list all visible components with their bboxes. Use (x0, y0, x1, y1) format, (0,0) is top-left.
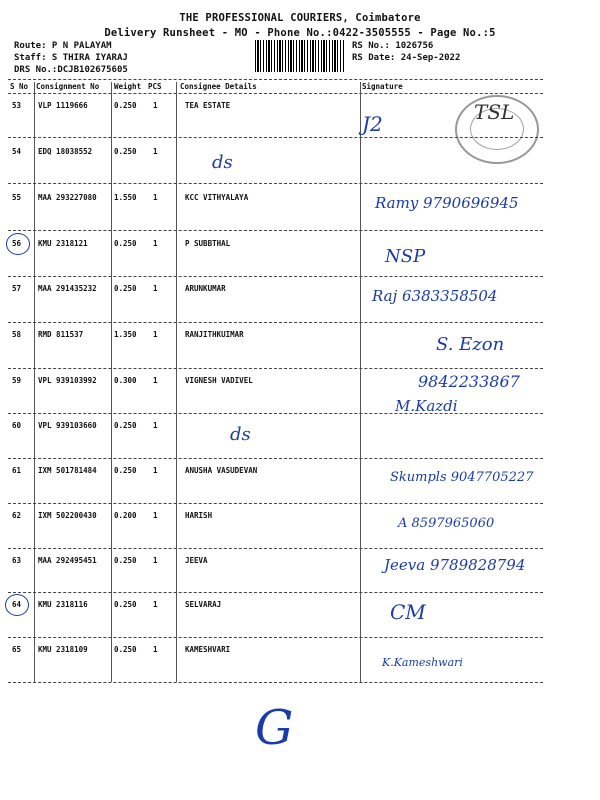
row-divider (8, 548, 543, 549)
row-consignee: ARUNKUMAR (185, 284, 226, 293)
row-divider (8, 458, 543, 459)
row-signature: J2 (362, 112, 383, 136)
row-pcs: 1 (153, 284, 158, 293)
row-divider (8, 682, 543, 683)
row-consignee: ANUSHA VASUDEVAN (185, 466, 258, 475)
row-weight: 0.250 (114, 645, 137, 654)
row-divider (8, 230, 543, 231)
row-consignee: RANJITHKUIMAR (185, 330, 244, 339)
col-weight: Weight (114, 82, 142, 91)
row-consignee: P SUBBTHAL (185, 239, 231, 248)
row-weight: 0.250 (114, 147, 137, 156)
col-signature: Signature (362, 82, 403, 91)
row-weight: 0.250 (114, 284, 137, 293)
ditto-mark: ds (212, 152, 233, 173)
row-consignee: HARISH (185, 511, 213, 520)
row-pcs: 1 (153, 239, 158, 248)
row-consignee: SELVARAJ (185, 600, 222, 609)
row-pcs: 1 (153, 556, 158, 565)
row-consignment: VPL 939103992 (38, 376, 97, 385)
row-sno: 57 (12, 284, 22, 293)
row-divider (8, 503, 543, 504)
row-signature: NSP (385, 246, 426, 267)
ditto-mark: ds (230, 424, 251, 445)
row-sno: 56 (12, 239, 22, 248)
row-weight: 1.550 (114, 193, 137, 202)
row-consignment: KMU 2318109 (38, 645, 88, 654)
row-pcs: 1 (153, 101, 158, 110)
row-consignment: MAA 293227080 (38, 193, 97, 202)
row-weight: 0.250 (114, 466, 137, 475)
header-rule-top (8, 79, 543, 80)
staff-label: Staff: S THIRA IYARAJ (14, 53, 128, 63)
row-signature: Raj 6383358504 (372, 287, 498, 305)
row-signature: M.Kazdi (395, 397, 458, 415)
row-signature: CM (390, 600, 426, 624)
rs-number: RS No.: 1026756 (352, 41, 434, 51)
row-consignee: JEEVA (185, 556, 208, 565)
row-pcs: 1 (153, 330, 158, 339)
row-sno: 62 (12, 511, 22, 520)
row-pcs: 1 (153, 193, 158, 202)
row-weight: 0.250 (114, 421, 137, 430)
row-sno: 55 (12, 193, 22, 202)
row-sno: 64 (12, 600, 22, 609)
row-weight: 1.350 (114, 330, 137, 339)
row-sno: 54 (12, 147, 22, 156)
row-pcs: 1 (153, 421, 158, 430)
route-label: Route: P N PALAYAM (14, 41, 112, 51)
row-weight: 0.300 (114, 376, 137, 385)
row-consignment: VPL 939103660 (38, 421, 97, 430)
row-pcs: 1 (153, 511, 158, 520)
col-sno: S No (10, 82, 29, 91)
row-sno: 58 (12, 330, 22, 339)
drs-number: DRS No.:DCJB102675605 (14, 65, 128, 75)
row-sno: 63 (12, 556, 22, 565)
row-signature: Skumpls 9047705227 (390, 470, 534, 485)
row-pcs: 1 (153, 645, 158, 654)
col-consignment: Consignment No (36, 82, 100, 91)
row-consignment: MAA 292495451 (38, 556, 97, 565)
row-consignment: IXM 502200430 (38, 511, 97, 520)
rs-date: RS Date: 24-Sep-2022 (352, 53, 461, 63)
row-divider (8, 413, 543, 414)
row-consignment: KMU 2318121 (38, 239, 88, 248)
header-rule-bottom (8, 93, 543, 94)
row-consignee: KCC VITHYALAYA (185, 193, 249, 202)
row-consignment: VLP 1119666 (38, 101, 88, 110)
barcode (255, 40, 345, 72)
row-divider (8, 276, 543, 277)
row-consignment: RMD 811537 (38, 330, 84, 339)
row-signature: 9842233867 (418, 372, 520, 391)
company-title: THE PROFESSIONAL COURIERS, Coimbatore (179, 12, 421, 24)
row-signature: Jeeva 9789828794 (384, 556, 526, 574)
row-pcs: 1 (153, 600, 158, 609)
row-sno: 61 (12, 466, 22, 475)
row-sno: 53 (12, 101, 22, 110)
row-signature: K.Kameshwari (382, 656, 463, 669)
row-divider (8, 592, 543, 593)
row-consignment: EDQ 18038552 (38, 147, 93, 156)
row-pcs: 1 (153, 466, 158, 475)
row-pcs: 1 (153, 376, 158, 385)
row-weight: 0.250 (114, 556, 137, 565)
row-pcs: 1 (153, 147, 158, 156)
row-divider (8, 637, 543, 638)
row-divider (8, 322, 543, 323)
row-weight: 0.250 (114, 600, 137, 609)
row-weight: 0.250 (114, 239, 137, 248)
row-signature: Ramy 9790696945 (375, 194, 519, 212)
col-pcs: PCS (148, 82, 162, 91)
row-divider (8, 368, 543, 369)
row-sno: 59 (12, 376, 22, 385)
row-weight: 0.250 (114, 101, 137, 110)
row-sno: 60 (12, 421, 22, 430)
row-consignment: IXM 501781484 (38, 466, 97, 475)
row-divider (8, 183, 543, 184)
row-consignment: KMU 2318116 (38, 600, 88, 609)
row-sno: 65 (12, 645, 22, 654)
row-consignee: VIGNESH VADIVEL (185, 376, 253, 385)
row-weight: 0.200 (114, 511, 137, 520)
stamp-initials: TSL (474, 100, 515, 124)
row-consignment: MAA 291435232 (38, 284, 97, 293)
row-consignee: KAMESHVARI (185, 645, 231, 654)
bottom-handwritten-mark: G (255, 700, 294, 756)
col-consignee: Consignee Details (180, 82, 257, 91)
row-signature: S. Ezon (436, 334, 505, 355)
row-signature: A 8597965060 (398, 516, 495, 531)
runsheet-subtitle: Delivery Runsheet - MO - Phone No.:0422-3505555 - Page No.:5 (104, 27, 496, 39)
row-consignee: TEA ESTATE (185, 101, 231, 110)
